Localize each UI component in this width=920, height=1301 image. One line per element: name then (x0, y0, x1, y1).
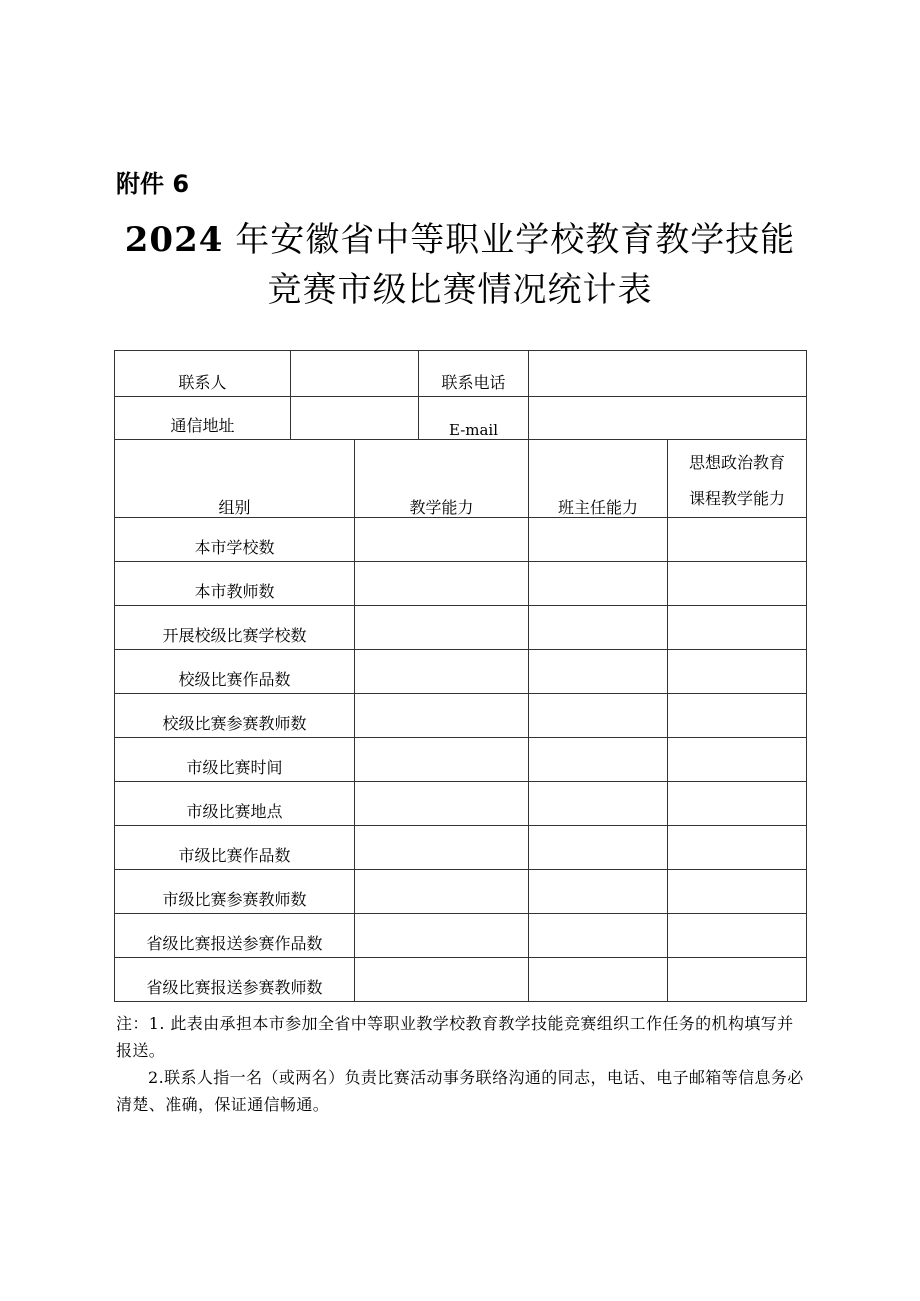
ideology-value-cell[interactable] (668, 958, 807, 1002)
address-value-cell[interactable] (291, 397, 419, 440)
table-row (115, 518, 807, 562)
group-label: 组别 (218, 497, 251, 517)
row-label-cell (115, 870, 355, 914)
teaching-value-cell[interactable] (355, 562, 529, 606)
class-teacher-value-cell[interactable] (529, 562, 668, 606)
table-row (115, 562, 807, 606)
teaching-value-cell[interactable] (355, 650, 529, 694)
notes-section (116, 1010, 808, 1118)
row-label-cell (115, 914, 355, 958)
teaching-value-cell[interactable] (355, 914, 529, 958)
ideology-value-cell[interactable] (668, 606, 807, 650)
row-label-cell (115, 606, 355, 650)
row-label: 本市学校数 (194, 537, 275, 557)
ideology-header-cell (668, 440, 807, 518)
contact-row (115, 351, 807, 397)
row-label: 市级比赛参赛教师数 (162, 889, 307, 909)
statistics-form-table (114, 350, 807, 1002)
teaching-header-cell (355, 440, 529, 518)
ideology-value-cell[interactable] (668, 650, 807, 694)
phone-label-cell (419, 351, 529, 397)
row-label: 本市教师数 (194, 581, 275, 601)
ideology-value-cell[interactable] (668, 870, 807, 914)
table-row (115, 738, 807, 782)
teaching-value-cell[interactable] (355, 870, 529, 914)
ideology-value-cell[interactable] (668, 826, 807, 870)
row-label: 市级比赛作品数 (178, 845, 291, 865)
teaching-value-cell[interactable] (355, 694, 529, 738)
email-value-cell[interactable] (529, 397, 807, 440)
teaching-value-cell[interactable] (355, 606, 529, 650)
group-header-cell (115, 440, 355, 518)
class-teacher-header-cell (529, 440, 668, 518)
ideology-value-cell[interactable] (668, 738, 807, 782)
table-row (115, 782, 807, 826)
ideology-label-line2: 课程教学能力 (688, 489, 785, 508)
row-label: 校级比赛参赛教师数 (162, 713, 307, 733)
row-label-cell (115, 826, 355, 870)
class-teacher-value-cell[interactable] (529, 782, 668, 826)
title-year: 2024 (124, 220, 224, 260)
table-row (115, 694, 807, 738)
attachment-label: 附件 6 (116, 170, 190, 198)
class-teacher-value-cell[interactable] (529, 518, 668, 562)
header-row (115, 440, 807, 518)
table-row (115, 826, 807, 870)
class-teacher-value-cell[interactable] (529, 958, 668, 1002)
teaching-value-cell[interactable] (355, 738, 529, 782)
row-label-cell (115, 738, 355, 782)
row-label-cell (115, 958, 355, 1002)
table-row (115, 650, 807, 694)
table-row (115, 870, 807, 914)
teaching-value-cell[interactable] (355, 518, 529, 562)
teaching-label: 教学能力 (409, 497, 474, 517)
teaching-value-cell[interactable] (355, 826, 529, 870)
teaching-value-cell[interactable] (355, 782, 529, 826)
page-title-line1 (0, 212, 920, 261)
row-label-cell (115, 650, 355, 694)
page-title-line2: 竞赛市级比赛情况统计表 (267, 270, 653, 310)
title-line1-text: 年安徽省中等职业学校教育教学技能 (223, 220, 796, 260)
email-label: E-mail (448, 421, 499, 439)
ideology-value-cell[interactable] (668, 914, 807, 958)
address-label: 通信地址 (170, 415, 235, 435)
row-label-cell (115, 518, 355, 562)
table-row (115, 958, 807, 1002)
table-row (115, 914, 807, 958)
note-1: 注：1. 此表由承担本市参加全省中等职业教学校教育教学技能竞赛组织工作任务的机构填写并报送。 (116, 1014, 794, 1060)
address-row (115, 397, 807, 440)
row-label-cell (115, 562, 355, 606)
class-teacher-value-cell[interactable] (529, 694, 668, 738)
contact-label: 联系人 (178, 372, 227, 392)
ideology-value-cell[interactable] (668, 562, 807, 606)
class-teacher-value-cell[interactable] (529, 738, 668, 782)
class-teacher-value-cell[interactable] (529, 650, 668, 694)
ideology-value-cell[interactable] (668, 518, 807, 562)
class-teacher-label: 班主任能力 (557, 497, 638, 517)
teaching-value-cell[interactable] (355, 958, 529, 1002)
table-row (115, 606, 807, 650)
phone-value-cell[interactable] (529, 351, 807, 397)
ideology-value-cell[interactable] (668, 782, 807, 826)
ideology-label-line1: 思想政治教育 (688, 453, 785, 472)
class-teacher-value-cell[interactable] (529, 606, 668, 650)
contact-value-cell[interactable] (291, 351, 419, 397)
phone-label: 联系电话 (441, 372, 506, 392)
class-teacher-value-cell[interactable] (529, 870, 668, 914)
row-label: 省级比赛报送参赛作品数 (146, 933, 323, 953)
row-label: 开展校级比赛学校数 (162, 625, 307, 645)
note-2: 2.联系人指一名（或两名）负责比赛活动事务联络沟通的同志，电话、电子邮箱等信息务必清楚、准确，保证通信畅通。 (116, 1068, 804, 1114)
row-label: 市级比赛地点 (186, 801, 283, 821)
address-label-cell (115, 397, 291, 440)
class-teacher-value-cell[interactable] (529, 914, 668, 958)
row-label: 省级比赛报送参赛教师数 (146, 977, 323, 997)
row-label: 市级比赛时间 (186, 757, 283, 777)
class-teacher-value-cell[interactable] (529, 826, 668, 870)
row-label: 校级比赛作品数 (178, 669, 291, 689)
ideology-value-cell[interactable] (668, 694, 807, 738)
row-label-cell (115, 782, 355, 826)
contact-label-cell (115, 351, 291, 397)
email-label-cell (419, 397, 529, 440)
row-label-cell (115, 694, 355, 738)
